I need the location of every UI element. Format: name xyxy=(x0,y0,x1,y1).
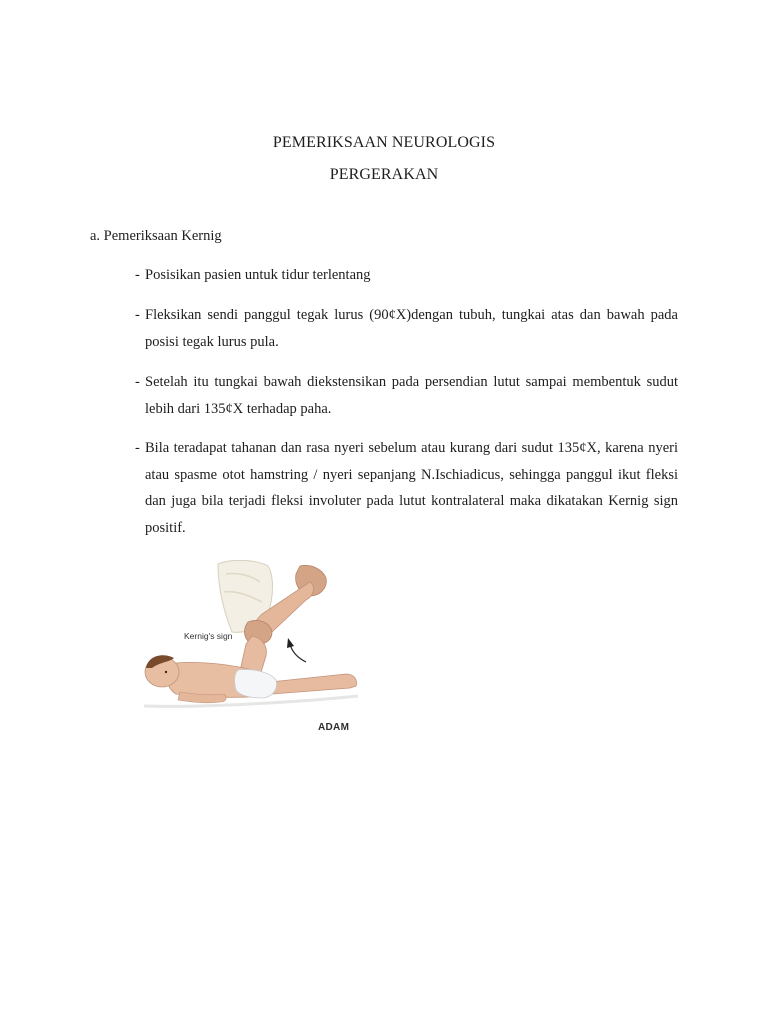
document-subtitle: PERGERAKAN xyxy=(329,166,439,183)
list-item xyxy=(135,435,678,541)
kernig-sign-illustration xyxy=(140,552,362,732)
list-item-text: Setelah itu tungkai bawah diekstensikan pada persendian lutut sampai membentuk sudut lebih dari 135¢X terhadap paha. xyxy=(145,374,678,417)
list-item-text: Bila teradapat tahanan dan rasa nyeri sebelum atau kurang dari sudut 135¢X, karena nyeri atau spasme otot hamstring / nyeri sepanjang N.Ischiadicus, sehingga panggul ikut fleksi dan juga bila terjadi fleksi involuter pada lutut kontralateral maka dikatakan Kernig sign positif. xyxy=(145,440,678,536)
figure-caption: Kernig's sign xyxy=(184,631,233,641)
list-item-text: Fleksikan sendi panggul tegak lurus (90¢X)dengan tubuh, tungkai atas dan bawah pada posisi tegak lurus pula. xyxy=(145,307,678,350)
bullet-dash: - xyxy=(135,267,140,283)
bullet-dash: - xyxy=(135,307,140,323)
bullet-dash: - xyxy=(135,374,140,390)
document-title: PEMERIKSAAN NEUROLOGIS xyxy=(272,134,496,151)
list-item xyxy=(135,262,678,289)
bullet-dash: - xyxy=(135,440,140,456)
adam-logo: ADAM xyxy=(318,722,350,732)
list-item xyxy=(135,369,678,422)
illustration-drawing xyxy=(140,552,362,732)
list-item xyxy=(135,302,678,355)
list-item-text: Posisikan pasien untuk tidur terlentang xyxy=(145,267,371,283)
section-heading: a. Pemeriksaan Kernig xyxy=(90,228,222,244)
